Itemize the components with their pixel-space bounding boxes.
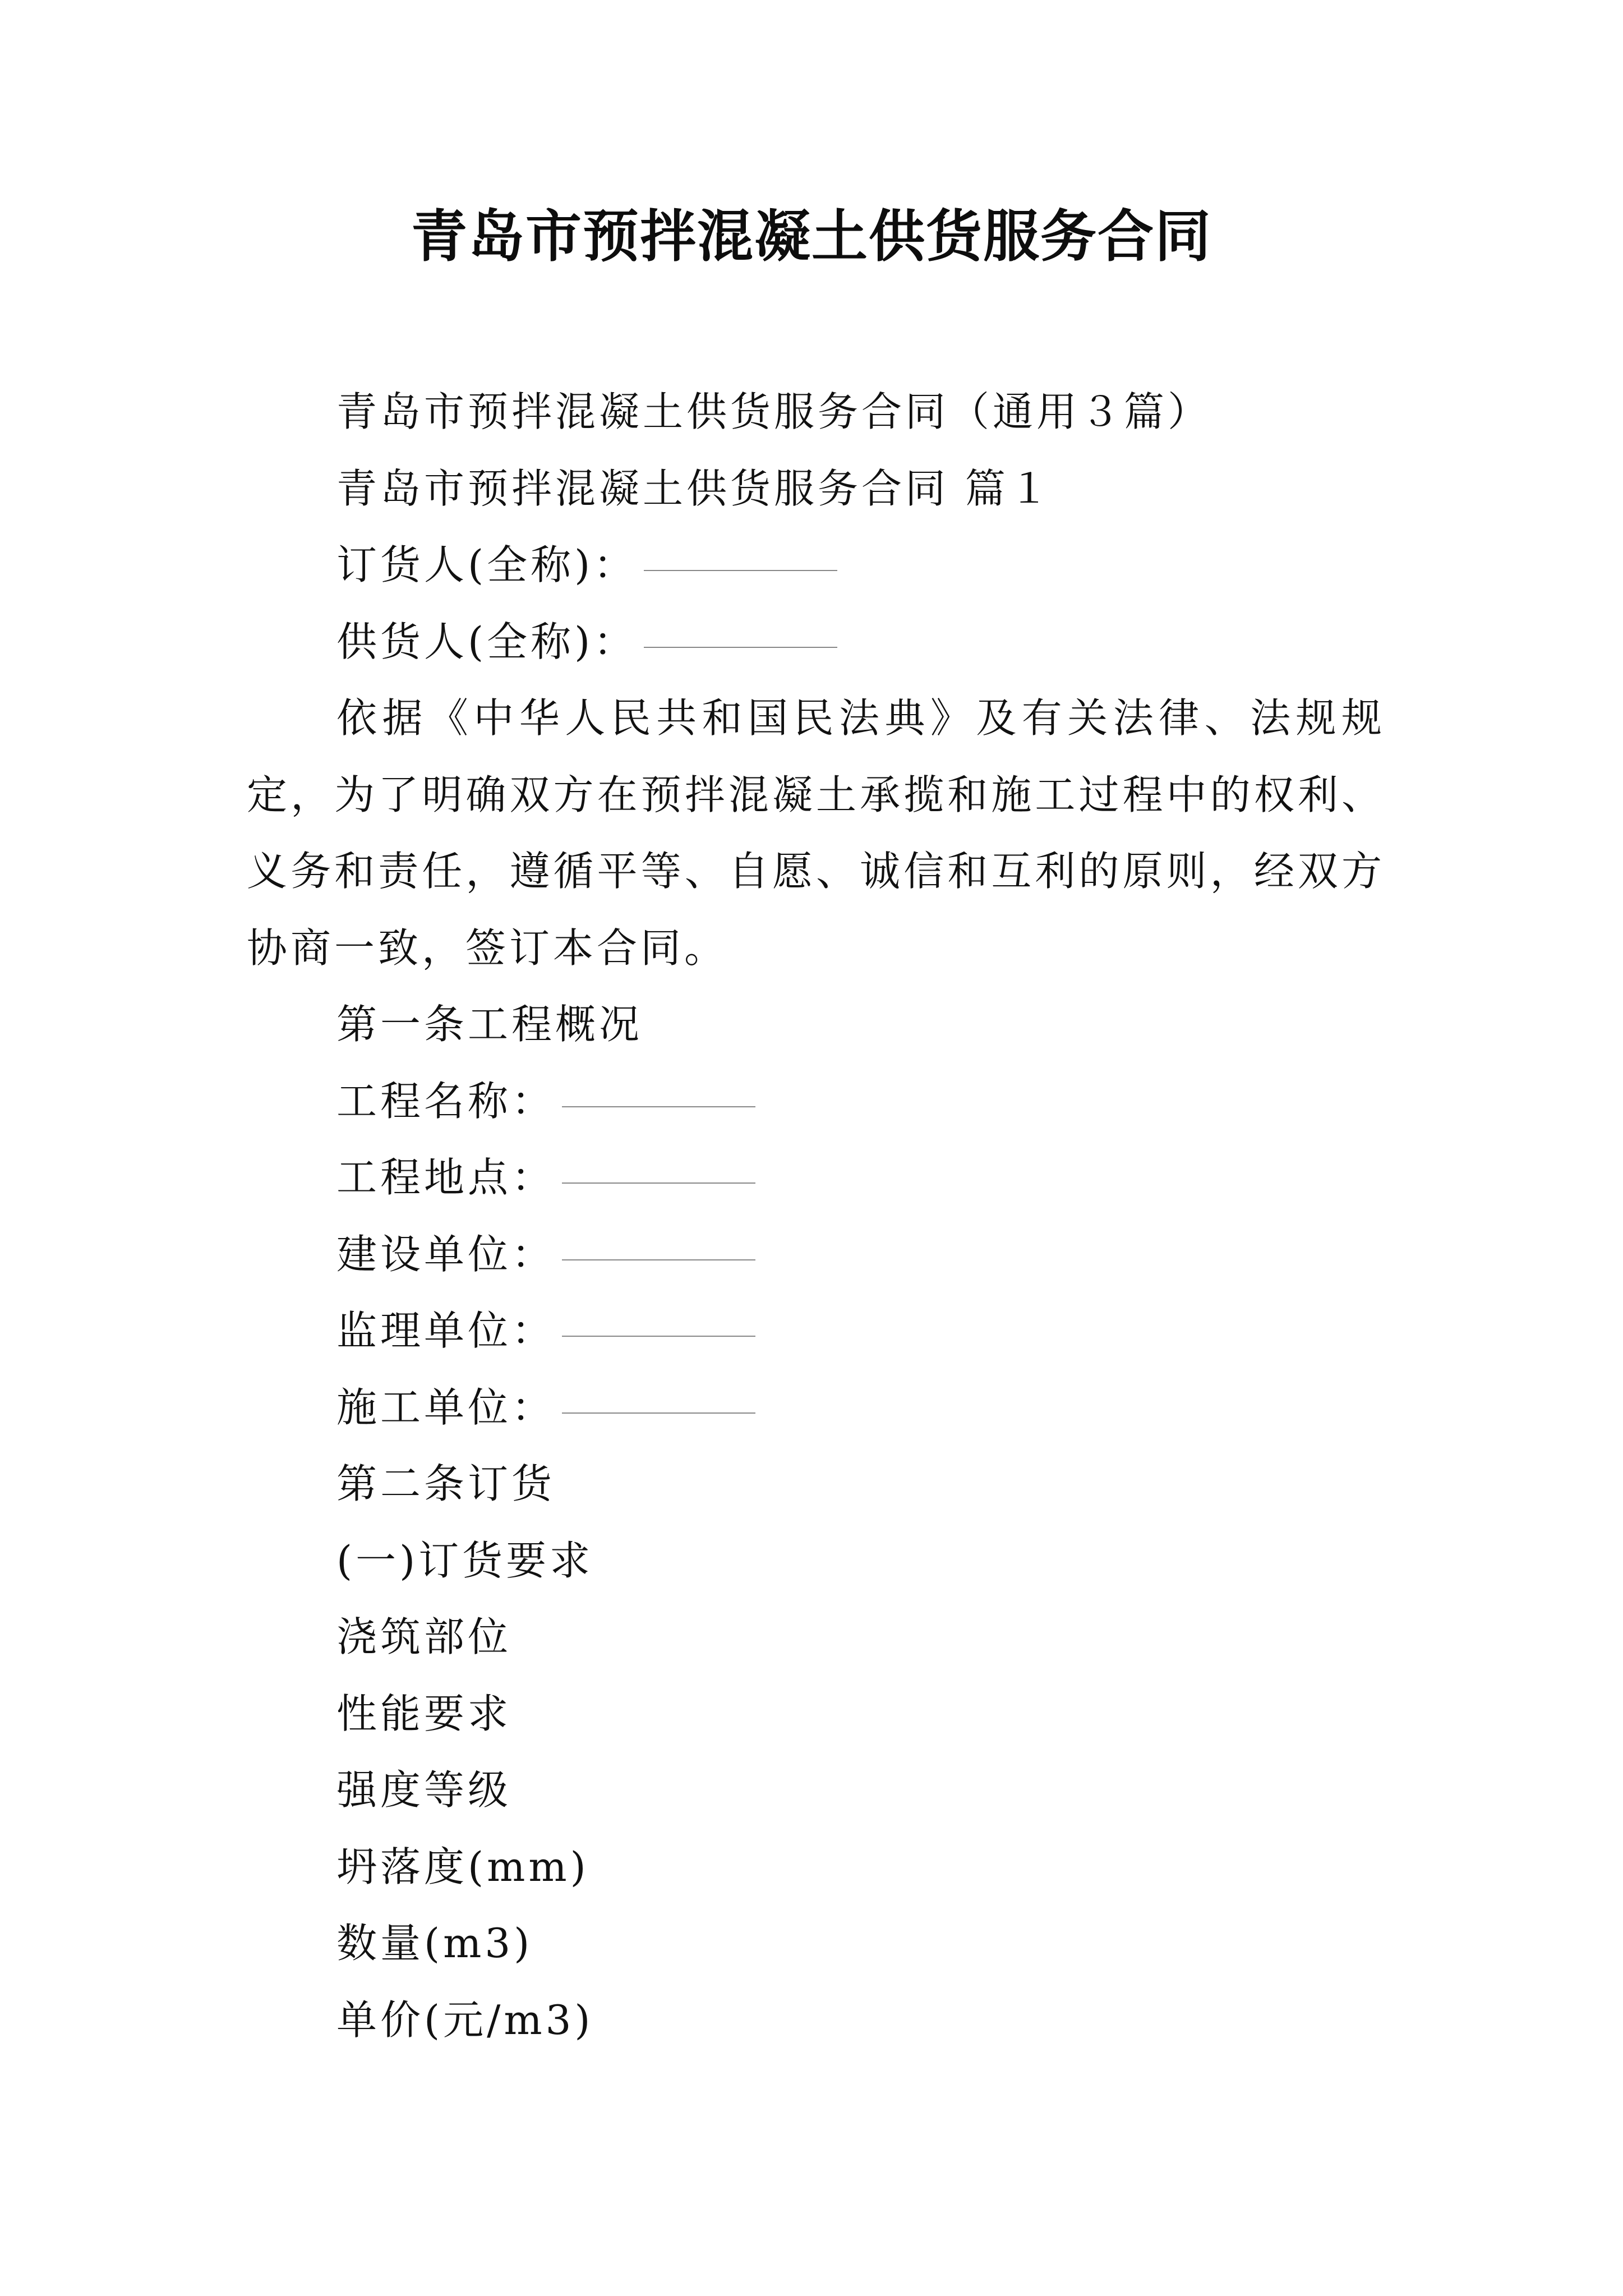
project-field-label: 工程名称： <box>336 1077 556 1125</box>
project-location-line <box>247 1139 1385 1216</box>
section-heading: 青岛市预拌混凝土供货服务合同 篇１ <box>336 464 1053 512</box>
project-field-label: 监理单位： <box>336 1307 556 1354</box>
construction-unit-line <box>247 1216 1385 1293</box>
order-item: 强度等级 <box>336 1766 512 1814</box>
project-field-blank <box>562 1412 755 1414</box>
orderer-label: 订货人(全称)： <box>336 541 638 588</box>
project-field-label: 施工单位： <box>336 1383 556 1431</box>
supervision-unit-line <box>247 1292 1385 1369</box>
supplier-line <box>247 604 1385 680</box>
preamble-paragraph: 依据《中华人民共和国民法典》及有关法律、法规规定，为了明确双方在预拌混凝土承揽和施工过程中的权利、义务和责任，遵循平等、自愿、诚信和互利的原则，经双方协商一致，签订本合同。 <box>247 694 1385 972</box>
order-item: 性能要求 <box>336 1690 512 1737</box>
document-body <box>247 374 1385 2058</box>
project-field-label: 工程地点： <box>336 1154 556 1201</box>
project-field-blank <box>562 1182 755 1184</box>
project-field-blank <box>562 1106 755 1107</box>
supplier-blank <box>644 647 837 648</box>
orderer-line <box>247 527 1385 604</box>
contractor-unit-line <box>247 1369 1385 1446</box>
supplier-label: 供货人(全称)： <box>336 618 638 665</box>
subtitle: 青岛市预拌混凝土供货服务合同（通用３篇） <box>336 388 1212 435</box>
document-title: 青岛市预拌混凝土供货服务合同 <box>411 204 1212 269</box>
article-1-title: 第一条工程概况 <box>336 1001 643 1048</box>
project-name-line <box>247 1063 1385 1140</box>
order-item: 单价(元/m3) <box>336 1996 594 2044</box>
order-item: 浇筑部位 <box>336 1613 512 1660</box>
order-item: 数量(m3) <box>336 1920 533 1967</box>
project-field-label: 建设单位： <box>336 1230 556 1278</box>
order-item: 坍落度(mm) <box>336 1843 589 1890</box>
article-2-title: 第二条订货 <box>336 1460 556 1507</box>
project-field-blank <box>562 1336 755 1337</box>
project-field-blank <box>562 1259 755 1260</box>
order-requirements-title: (一)订货要求 <box>336 1536 594 1584</box>
orderer-blank <box>644 570 837 571</box>
